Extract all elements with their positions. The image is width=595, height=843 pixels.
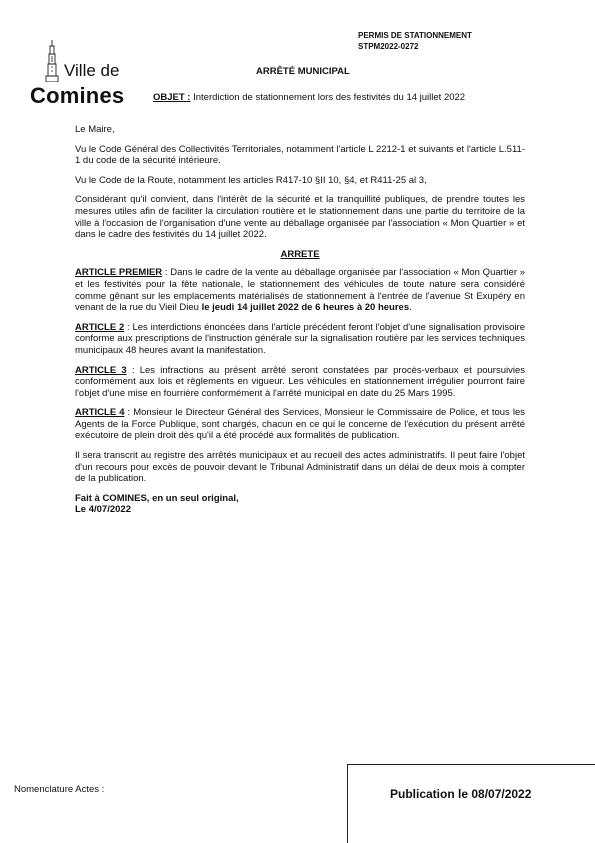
- article-4-label: ARTICLE 4: [75, 407, 125, 419]
- article-2-label: ARTICLE 2: [75, 321, 125, 333]
- arrete-heading: ARRETE: [280, 248, 320, 260]
- recours-paragraph: Il sera transcrit au registre des arrêtés municipaux et au recueil des actes administratifs. Il peut faire l'objet d'un recours pour excès de pouvoir devant le Tribunal Administratif dans un délai de deux mois à compter de la publication.: [75, 450, 525, 485]
- publication-box: [347, 764, 595, 843]
- maire-line: Le Maire,: [75, 124, 115, 135]
- vu-code-route-paragraph: Vu le Code de la Route, notamment les articles R417-10 §II 10, §4, et R411-25 al 3,: [75, 174, 427, 186]
- permit-type: PERMIS DE STATIONNEMENT: [358, 31, 472, 40]
- document-title: ARRÊTÉ MUNICIPAL: [256, 66, 350, 77]
- article-1: [75, 267, 525, 313]
- article-1-date: le jeudi 14 juillet 2022 de 6 heures à 20 heures: [201, 302, 410, 314]
- objet-line: [153, 92, 523, 104]
- article-4-text: : Monsieur le Directeur Général des Services, Monsieur le Commissaire de Police, et tous les Agents de la Force Publique, sont chargés, chacun en ce qui le concerne de l'exécution du présent arrêté exécutoire de plein droit dès qu'il a été procédé aux formalités de publication.: [75, 407, 525, 442]
- belfry-icon: [44, 40, 60, 82]
- nomenclature-label: Nomenclature Actes :: [14, 784, 105, 795]
- article-1-text: : Dans le cadre de la vente au déballage organisée par l'association « Mon Quartier » et les festivités pour la fête nationale, le stationnement des véhicules de toute nature sera considéré comme gênant sur les emplacements matérialisés de stationnement à l'entrée de l'avenue St Exupéry en venant de la rue du Vieil Dieu: [75, 267, 526, 314]
- logo-ville-text: Ville de: [64, 61, 120, 80]
- publication-date: Publication le 08/07/2022: [390, 787, 532, 801]
- city-logo: [30, 40, 140, 110]
- signature-date: Le 4/07/2022: [75, 504, 131, 516]
- article-2: [75, 322, 525, 357]
- permit-reference: [358, 30, 472, 52]
- vu-cgct-paragraph: Vu le Code Général des Collectivités Territoriales, notamment l'article L 2212-1 et suivants et l'article L.511-1 du code de la sécurité intérieure.: [75, 143, 525, 167]
- article-1-end: .: [409, 302, 412, 314]
- decree-body: [75, 124, 525, 516]
- permit-number: STPM2022-0272: [358, 42, 419, 51]
- logo-comines-text: Comines: [30, 83, 125, 108]
- article-4: [75, 407, 525, 442]
- article-2-text: : Les interdictions énoncées dans l'article précédent feront l'objet d'une signalisation provisoire conforme aux prescriptions de l'instruction générale sur la signalisation routière par les services techniques municipaux 48 heures avant la manifestation.: [75, 321, 525, 356]
- considerant-paragraph: Considérant qu'il convient, dans l'intérêt de la sécurité et la tranquillité publiques, de prendre toutes les mesures utiles afin de faciliter la circulation routière et le stationnement dans une partie du territoire de la ville à l'occasion de l'organisation d'une vente au déballage organisée par l'association « Mon Quartier » et dans le cadre des festivités du 14 juillet 2022.: [75, 194, 525, 241]
- objet-text: Interdiction de stationnement lors des festivités du 14 juillet 2022: [190, 92, 466, 103]
- article-3-text: : Les infractions au présent arrêté seront constatées par procès-verbaux et poursuivies conformément aux lois et règlements en vigueur. Les véhicules en stationnement irrégulier pourront faire l'objet d'une mise en fourrière conformément à l'arrêté municipal en date du 25 Mars 1995.: [75, 364, 525, 399]
- article-1-label: ARTICLE PREMIER: [75, 267, 163, 279]
- objet-label: OBJET :: [153, 92, 191, 103]
- article-3: [75, 365, 525, 400]
- article-3-label: ARTICLE 3: [75, 364, 127, 376]
- fait-a-line: Fait à COMINES, en un seul original,: [75, 492, 239, 504]
